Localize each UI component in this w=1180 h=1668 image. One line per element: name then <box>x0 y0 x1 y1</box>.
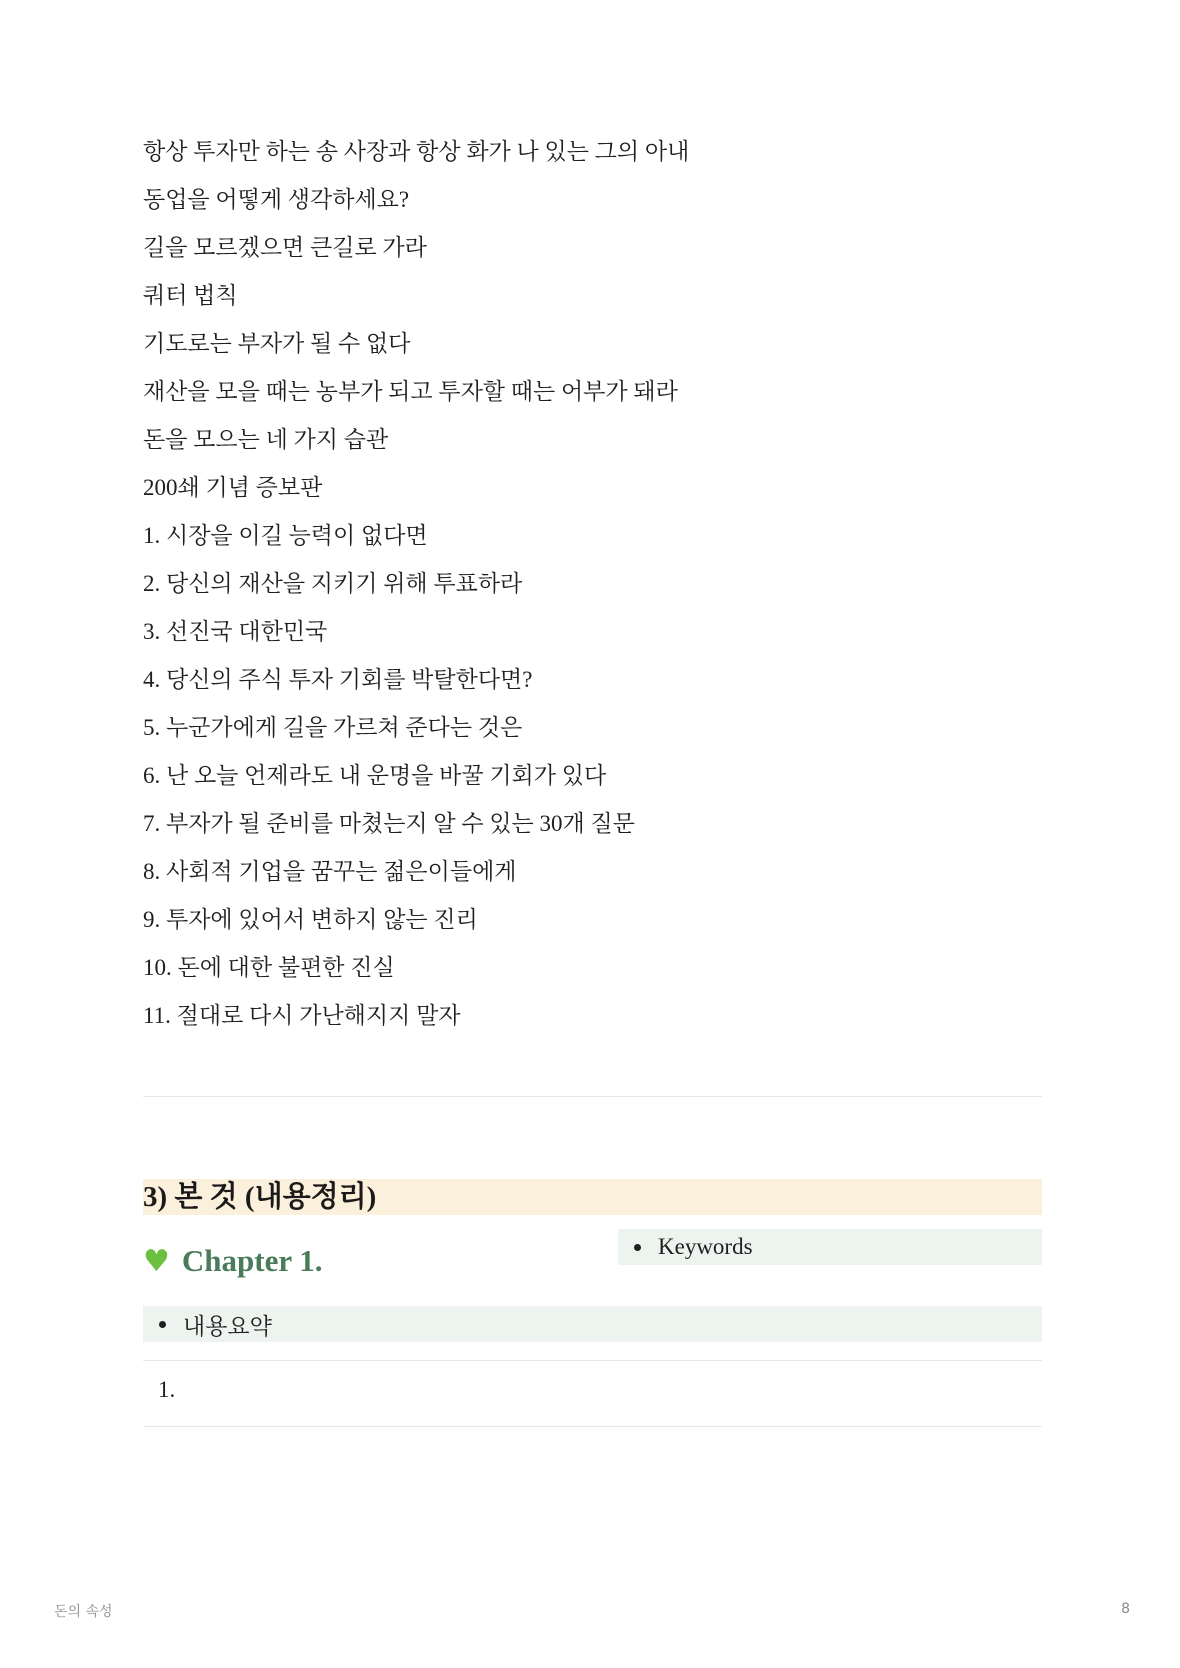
summary-label: 내용요약 <box>183 1313 272 1339</box>
toc-line: 3. 선진국 대한민국 <box>143 619 328 644</box>
toc-line: 돈을 모으는 네 가지 습관 <box>143 427 389 452</box>
keywords-label: Keywords <box>658 1234 753 1259</box>
toc-line: 9. 투자에 있어서 변하지 않는 진리 <box>143 907 478 932</box>
toc-line: 기도로는 부자가 될 수 없다 <box>143 331 411 356</box>
toc-line: 4. 당신의 주식 투자 기회를 박탈한다면? <box>143 667 533 692</box>
toc-line: 8. 사회적 기업을 꿈꾸는 젊은이들에게 <box>143 859 517 884</box>
summary-toggle[interactable] <box>143 1306 1042 1342</box>
toc-line: 동업을 어떻게 생각하세요? <box>143 187 410 212</box>
toc-line: 항상 투자만 하는 송 사장과 항상 화가 나 있는 그의 아내 <box>143 139 690 164</box>
toc-line: 2. 당신의 재산을 지키기 위해 투표하라 <box>143 571 523 596</box>
toc-line: 10. 돈에 대한 불편한 진실 <box>143 955 395 980</box>
toc-line: 6. 난 오늘 언제라도 내 운명을 바꿀 기회가 있다 <box>143 763 607 788</box>
footer-page-number: 8 <box>1121 1601 1130 1617</box>
bullet-icon <box>634 1244 641 1251</box>
section-heading: 3) 본 것 (내용정리) <box>143 1179 1042 1215</box>
section-divider <box>143 1096 1042 1097</box>
chapter-title <box>143 1241 323 1281</box>
chapter-title-text: Chapter 1. <box>181 1243 323 1278</box>
table-of-contents <box>143 138 1042 1050</box>
toc-line: 재산을 모을 때는 농부가 되고 투자할 때는 어부가 돼라 <box>143 379 678 404</box>
footer-doc-title: 돈의 속성 <box>54 1604 113 1620</box>
bullet-icon <box>159 1321 166 1328</box>
toc-line: 5. 누군가에게 길을 가르쳐 준다는 것은 <box>143 715 523 740</box>
list-divider-bottom <box>143 1426 1042 1427</box>
toc-line: 7. 부자가 될 준비를 마쳤는지 알 수 있는 30개 질문 <box>143 811 635 836</box>
toc-line: 200쇄 기념 증보판 <box>143 475 323 500</box>
green-heart-icon: ♥ <box>143 1243 170 1279</box>
toc-line: 1. 시장을 이길 능력이 없다면 <box>143 523 428 548</box>
toc-line: 쿼터 법칙 <box>143 283 238 308</box>
toc-line: 11. 절대로 다시 가난해지지 말자 <box>143 1003 461 1028</box>
keywords-toggle[interactable] <box>618 1229 1042 1265</box>
list-divider-top <box>143 1360 1042 1361</box>
numbered-list-item: 1. <box>158 1377 176 1402</box>
toc-line: 길을 모르겠으면 큰길로 가라 <box>143 235 427 260</box>
